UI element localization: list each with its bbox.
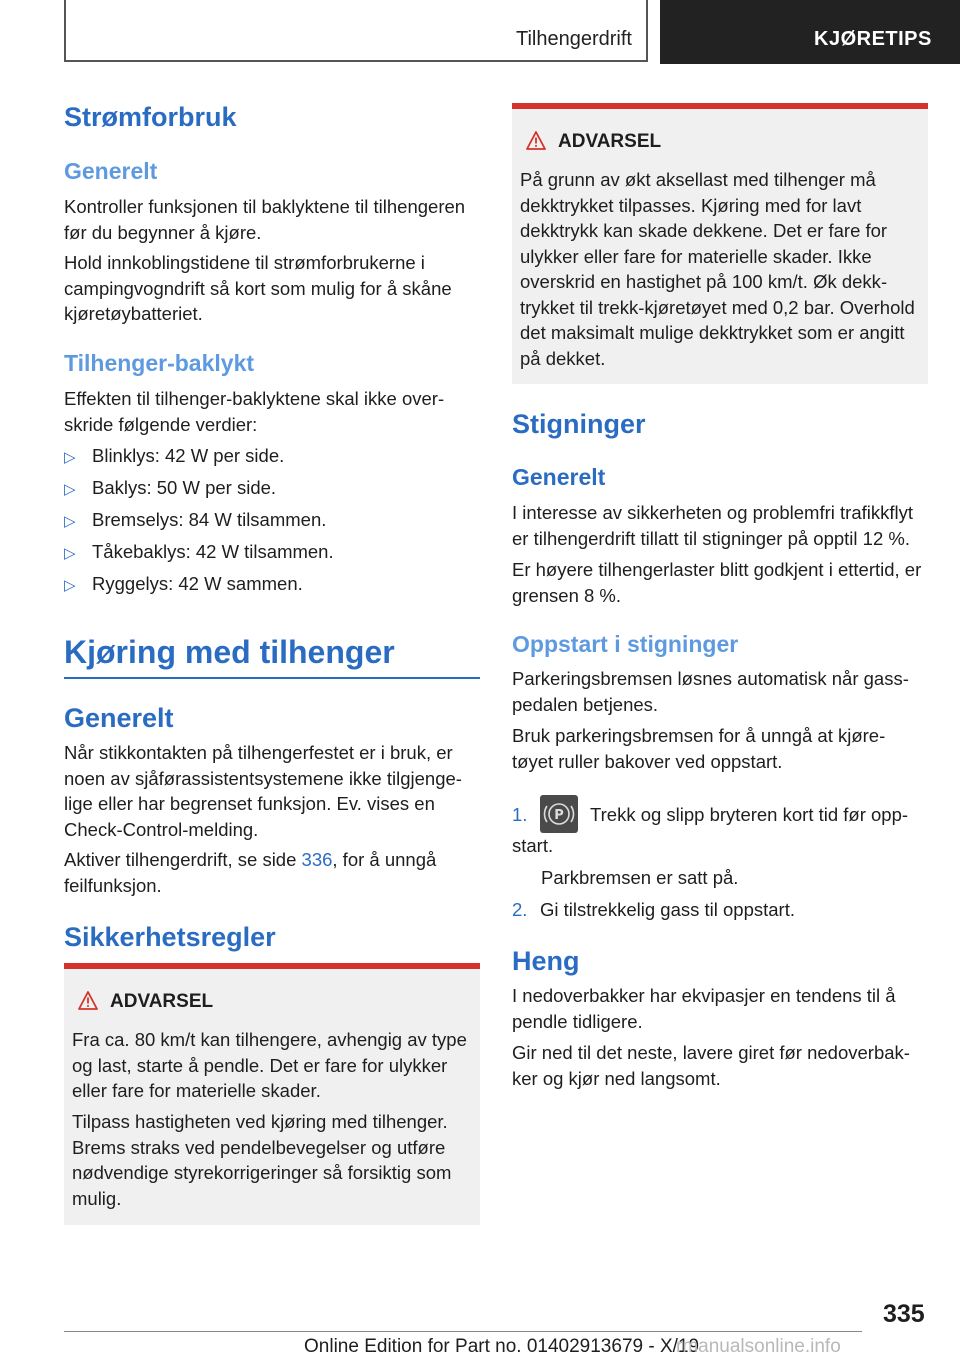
header-section-title: Tilhengerdrift (516, 28, 632, 50)
heading-stromforbruk: Strømforbruk (64, 102, 237, 132)
paragraph-generelt-1b: Hold innkoblingstidene til strømforbrukerne i campingvogndrift så kort som mulig for å skåne kjøretøybatteriet. (64, 252, 452, 324)
heading-generelt-2: Generelt (64, 703, 174, 733)
page-number: 335 (883, 1300, 925, 1328)
watermark-text: rmanualsonline.info (676, 1336, 841, 1357)
paragraph-oppstart-2: Bruk parkeringsbremsen for å unngå at kjøretøyet ruller bakover ved oppstart. (512, 725, 886, 772)
triangle-bullet-icon: ▷ (64, 481, 76, 498)
step-2: 2. Gi tilstrekkelig gass til oppstart. (512, 897, 795, 923)
heading-underline (64, 677, 480, 679)
edition-text: Online Edition for Part no. 01402913679 - X/19 (304, 1336, 700, 1357)
warning-box-dekktrykk (512, 103, 928, 384)
paragraph-baklykt: Effekten til tilhenger-baklyktene skal ikke overskride følgende verdier: (64, 388, 445, 435)
heading-sikkerhetsregler: Sikkerhetsregler (64, 922, 276, 952)
step-number: 1. (512, 804, 528, 825)
paragraph-generelt-2b: Aktiver tilhengerdrift, se side 336, for å unngå feilfunksjon. (64, 849, 437, 896)
paragraph-oppstart-1: Parkeringsbremsen løsnes automatisk når gasspedalen betjenes. (512, 668, 909, 715)
parking-brake-button-icon (540, 795, 578, 833)
heading-tilhenger-baklykt: Tilhenger-baklykt (64, 350, 255, 376)
triangle-bullet-icon: ▷ (64, 449, 76, 466)
step-number: 2. (512, 899, 528, 920)
warning-triangle-icon (78, 991, 98, 1010)
paragraph-stigning-1: I interesse av sikkerheten og problemfri trafikkflyt er tilhengerdrift tillatt til stigninger på opptil 12 %. (512, 502, 913, 549)
warning-triangle-icon (526, 131, 546, 150)
heading-kjoring-med-tilhenger: Kjøring med tilhenger (64, 634, 395, 670)
page-link[interactable]: 336 (301, 849, 333, 870)
header-chapter-title: KJØRETIPS (814, 28, 932, 50)
list-item: ▷ Baklys: 50 W per side. (64, 475, 276, 503)
warning-header: ADVARSEL (526, 131, 661, 153)
heading-stigninger: Stigninger (512, 409, 646, 439)
warning-header: ADVARSEL (78, 991, 213, 1013)
warning-box-sikkerhet (64, 963, 480, 1225)
warning-text-1: Fra ca. 80 km/t kan tilhengere, avhengig av type og last, starte å pendle. Det er fare for ulykker eller fare for materielle skader. (72, 1029, 467, 1101)
warning-text-2: Tilpass hastigheten ved kjøring med tilhenger. Brems straks ved pendelbevegelser og utføre nødvendige styrekorrigeringer så forsiktig som mulig. (72, 1111, 452, 1209)
list-item: ▷ Bremselys: 84 W tilsammen. (64, 507, 326, 535)
paragraph-generelt-2a: Når stikkontakten på tilhengerfestet er i bruk, er noen av sjåførassistentsystemene ikke tilgjengelige eller har begrenset funksjon. Ev. vises en Check-Control-melding. (64, 742, 462, 840)
paragraph-generelt-1a: Kontroller funksjonen til baklyktene til tilhengeren før du begynner å kjøre. (64, 196, 466, 243)
step-1: 1. P Trekk og slipp bryteren kort tid før oppstart. (512, 795, 928, 859)
header-chapter-box (660, 0, 960, 64)
footer-divider (64, 1331, 862, 1332)
list-item: ▷ Tåkebaklys: 42 W tilsammen. (64, 539, 334, 567)
paragraph-heng-2: Gir ned til det neste, lavere giret før nedoverbakker og kjør ned langsomt. (512, 1042, 910, 1089)
header-section-box (64, 0, 648, 62)
paragraph-stigning-2: Er høyere tilhengerlaster blitt godkjent i ettertid, er grensen 8 %. (512, 559, 922, 606)
heading-heng: Heng (512, 946, 580, 976)
warning-text: På grunn av økt aksellast med tilhenger må dekktrykket tilpasses. Kjøring med for lavt dekktrykk kan skade dekkene. Det er fare for ulykker eller fare for materielle skader. Ikke overskrid en hastighet på 100 km/t. Øk dekktrykket til trekk-kjøretøyet med 0,2 bar. Overhold det maksimalt mulige dekktrykket som er angitt på dekket. (520, 169, 915, 369)
heading-generelt-1: Generelt (64, 158, 158, 184)
triangle-bullet-icon: ▷ (64, 513, 76, 530)
list-item: ▷ Blinklys: 42 W per side. (64, 443, 284, 471)
heading-generelt-right: Generelt (512, 464, 606, 490)
triangle-bullet-icon: ▷ (64, 545, 76, 562)
heading-oppstart: Oppstart i stigninger (512, 631, 739, 657)
svg-text:P: P (554, 808, 564, 823)
list-item: ▷ Ryggelys: 42 W sammen. (64, 571, 303, 599)
step-1-result: Parkbremsen er satt på. (541, 867, 739, 888)
paragraph-heng-1: I nedoverbakker har ekvipasjer en tendens til å pendle tidligere. (512, 985, 896, 1032)
triangle-bullet-icon: ▷ (64, 577, 76, 594)
